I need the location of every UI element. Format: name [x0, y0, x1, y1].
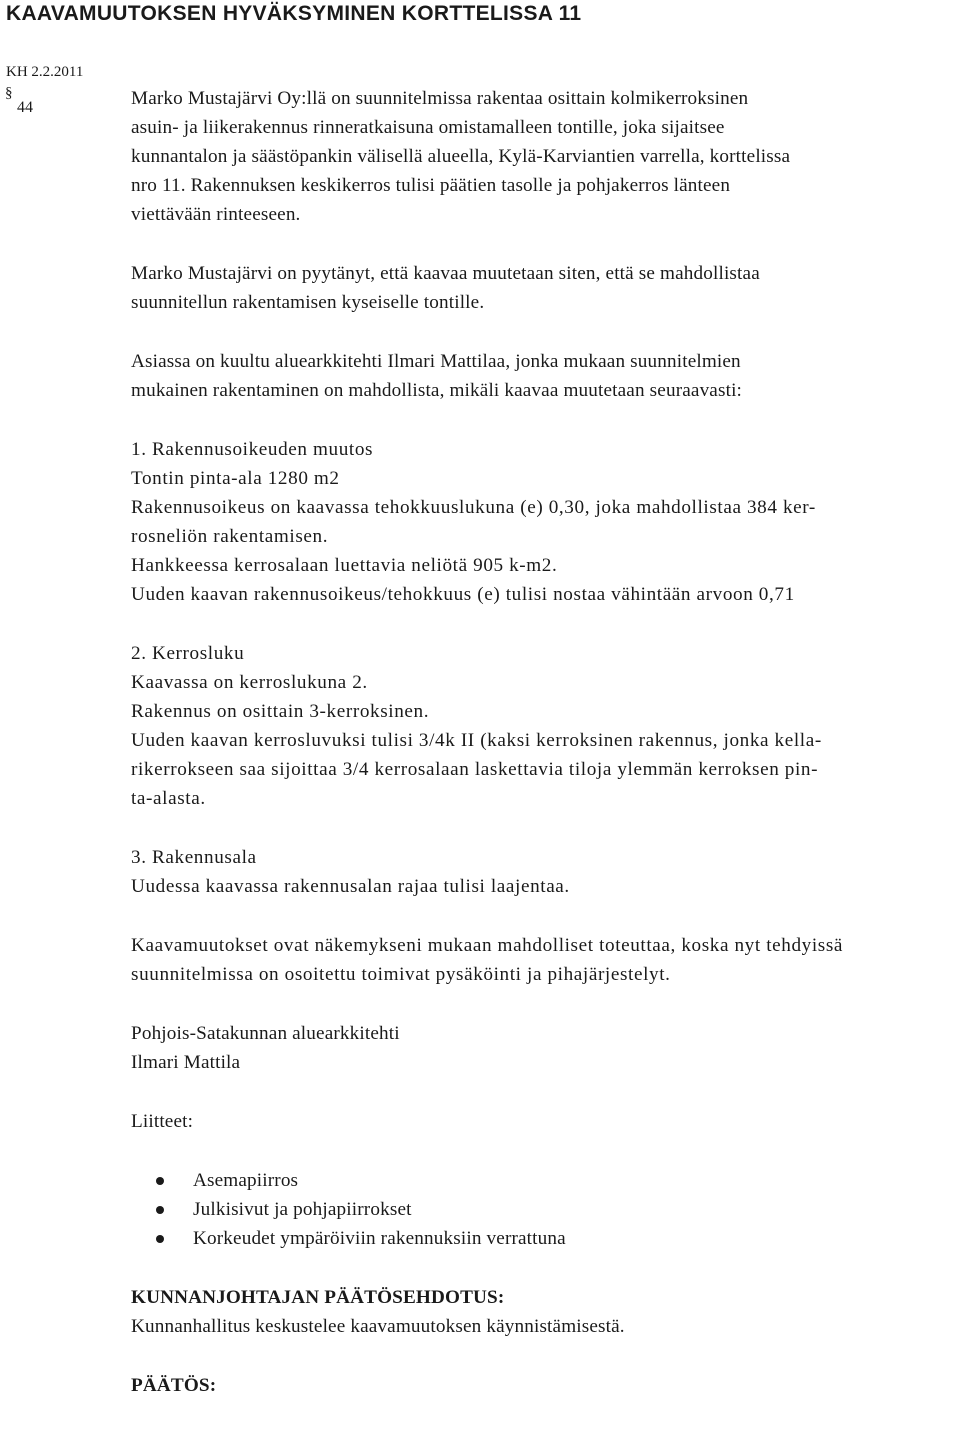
text-line: nro 11. Rakennuksen keskikerros tulisi päätien tasolle ja pohjakerros länteen: [131, 175, 731, 196]
text-line: 3. Rakennusala: [131, 847, 257, 868]
paragraph-building-rights: [131, 435, 957, 609]
text-line: Asiassa on kuultu aluearkkitehti Ilmari Mattilaa, jonka mukaan suunnitelmien: [131, 351, 741, 372]
text-line: Rakennus on osittain 3-kerroksinen.: [131, 701, 430, 722]
list-item: [131, 1195, 957, 1224]
text-line: viettävään rinteeseen.: [131, 204, 301, 225]
text-line: Marko Mustajärvi on pyytänyt, että kaavaa muutetaan siten, että se mahdollistaa: [131, 263, 760, 284]
text-line: rikerrokseen saa sijoittaa 3/4 kerrosalaan laskettavia tiloja ylemmän kerroksen pin-: [131, 759, 819, 780]
bullet-icon: [156, 1177, 164, 1185]
decision-heading: PÄÄTÖS:: [131, 1375, 217, 1396]
text-line: Rakennusoikeus on kaavassa tehokkuuslukuna (e) 0,30, joka mahdollistaa 384 ker-: [131, 497, 816, 518]
text-line: Hankkeessa kerrosalaan luettavia neliötä 905 k-m2.: [131, 555, 558, 576]
text-line: Uuden kaavan rakennusoikeus/tehokkuus (e) tulisi nostaa vähintään arvoon 0,71: [131, 584, 795, 605]
section-marker: [5, 85, 33, 118]
text-line: 2. Kerrosluku: [131, 643, 245, 664]
list-item: [131, 1166, 957, 1195]
text-line: ta-alasta.: [131, 788, 206, 809]
text-line: mukainen rakentaminen on mahdollista, mikäli kaavaa muutetaan seuraavasti:: [131, 380, 743, 401]
attachment-label: Julkisivut ja pohjapiirrokset: [193, 1199, 412, 1220]
document-body: [131, 84, 957, 1430]
text-line: rosneliön rakentamisen.: [131, 526, 329, 547]
bullet-icon: [156, 1235, 164, 1243]
page-title: KAAVAMUUTOKSEN HYVÄKSYMINEN KORTTELISSA 11: [6, 2, 582, 25]
attachments-heading: Liitteet:: [131, 1111, 194, 1132]
paragraph-background: [131, 84, 957, 229]
signature-block: [131, 1019, 957, 1077]
attachment-label: Korkeudet ympäröiviin rakennuksiin verrattuna: [193, 1228, 566, 1249]
paragraph-request: [131, 259, 957, 317]
list-item: [131, 1224, 957, 1253]
text-line: Tontin pinta-ala 1280 m2: [131, 468, 340, 489]
text-line: suunnitelmissa on osoitettu toimivat pysäköinti ja pihajärjestelyt.: [131, 964, 671, 985]
text-line: Uudessa kaavassa rakennusalan rajaa tulisi laajentaa.: [131, 876, 570, 897]
attachment-label: Asemapiirros: [193, 1170, 299, 1191]
text-line: Uuden kaavan kerrosluvuksi tulisi 3/4k II (kaksi kerroksinen rakennus, jonka kella-: [131, 730, 822, 751]
signer-name: Ilmari Mattila: [131, 1052, 241, 1073]
decision-block: [131, 1371, 957, 1400]
paragraph-floor-count: [131, 639, 957, 813]
bullet-icon: [156, 1206, 164, 1214]
paragraph-conclusion: [131, 931, 957, 989]
proposal-text: Kunnanhallitus keskustelee kaavamuutoksen käynnistämisestä.: [131, 1316, 625, 1337]
attachments-heading-block: [131, 1107, 957, 1136]
text-line: Kaavassa on kerroslukuna 2.: [131, 672, 368, 693]
paragraph-building-area: [131, 843, 957, 901]
attachments-list: [131, 1166, 957, 1253]
meeting-date: KH 2.2.2011: [6, 64, 84, 80]
proposal-heading: KUNNANJOHTAJAN PÄÄTÖSEHDOTUS:: [131, 1287, 505, 1308]
text-line: kunnantalon ja säästöpankin välisellä alueella, Kylä-Karviantien varrella, korttelissa: [131, 146, 791, 167]
text-line: Marko Mustajärvi Oy:llä on suunnitelmissa rakentaa osittain kolmikerroksinen: [131, 88, 749, 109]
text-line: Kaavamuutokset ovat näkemykseni mukaan mahdolliset toteuttaa, koska nyt tehdyissä: [131, 935, 844, 956]
text-line: asuin- ja liikerakennus rinneratkaisuna omistamalleen tontille, joka sijaitsee: [131, 117, 725, 138]
signer-title: Pohjois-Satakunnan aluearkkitehti: [131, 1023, 400, 1044]
proposal-block: [131, 1283, 957, 1341]
section-symbol: §: [5, 85, 13, 101]
paragraph-consultation: [131, 347, 957, 405]
text-line: 1. Rakennusoikeuden muutos: [131, 439, 374, 460]
section-number: 44: [17, 99, 33, 116]
text-line: suunnitellun rakentamisen kyseiselle tontille.: [131, 292, 485, 313]
